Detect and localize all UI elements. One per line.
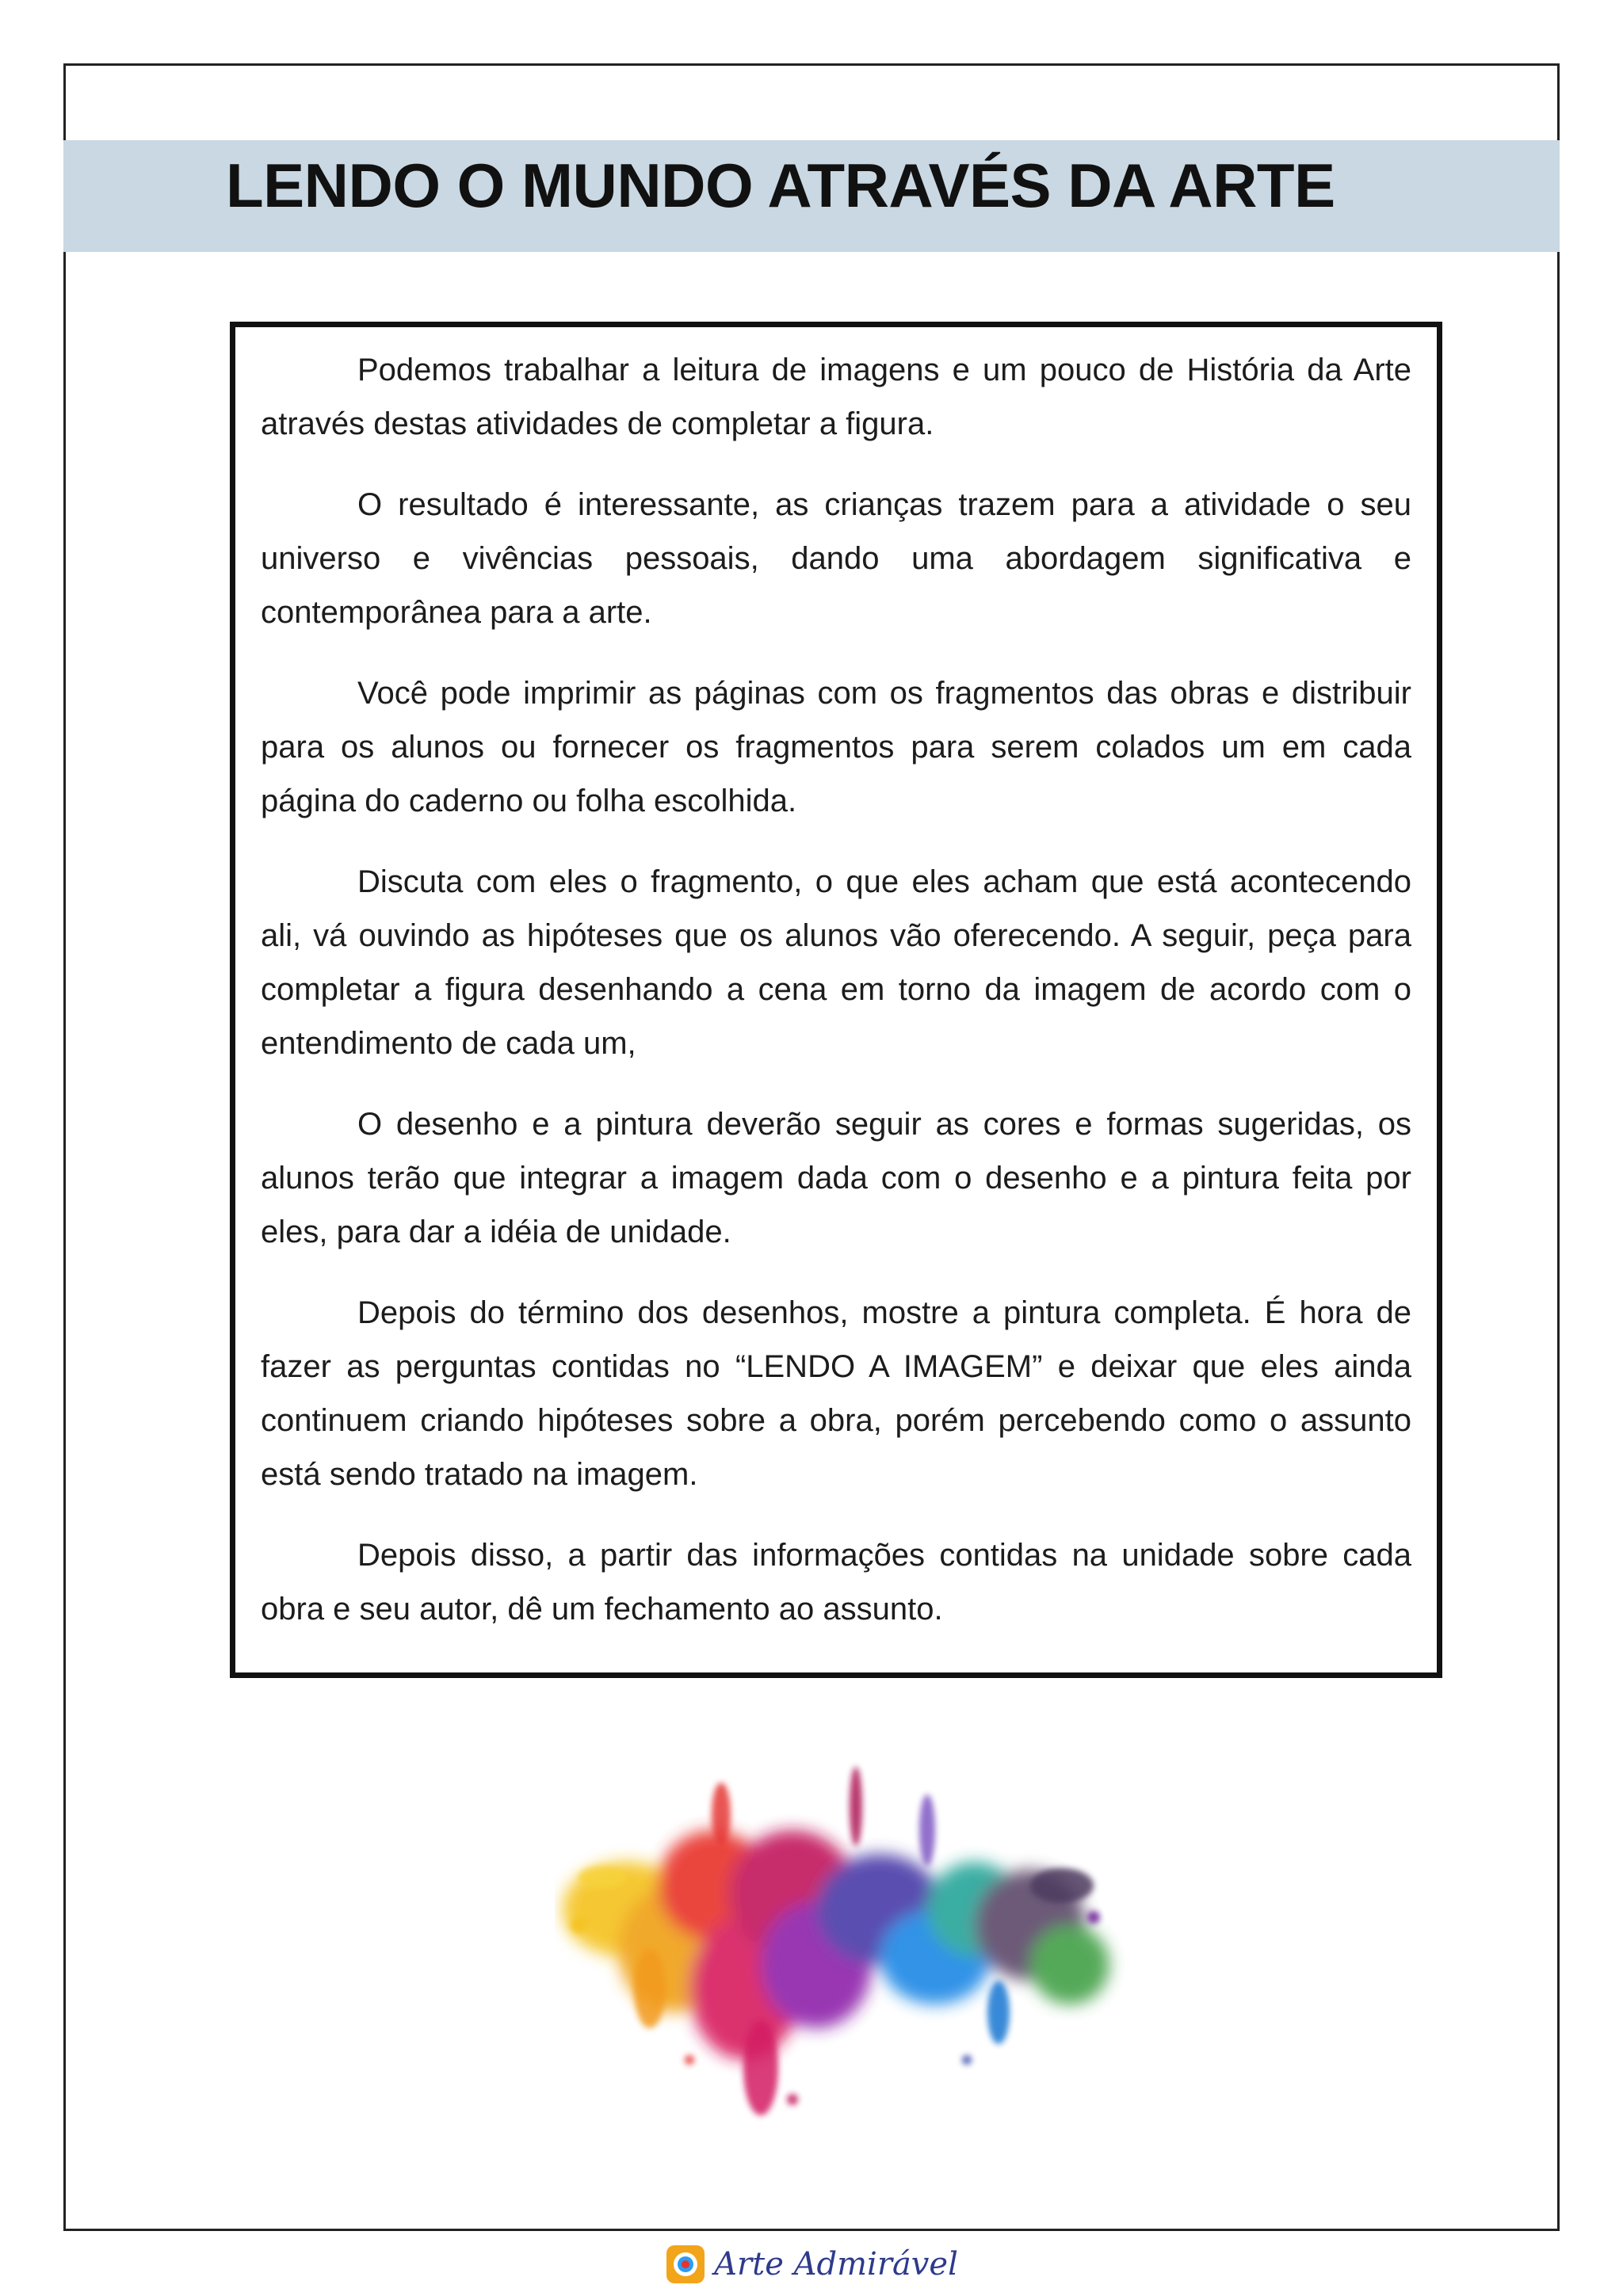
footer — [0, 2233, 1623, 2296]
paragraph-2: O resultado é interessante, as crianças trazem para a atividade o seu universo e vivências pessoais, dando uma abordagem significativa e contemporânea para a arte. — [261, 487, 1411, 630]
palette-icon — [665, 2244, 706, 2285]
paragraph-6: Depois do término dos desenhos, mostre a pintura completa. É hora de fazer as perguntas contidas no “LENDO A IMAGEM” e deixar que eles ainda continuem criando hipóteses sobre a obra, porém percebendo como o assunto está sendo tratado na imagem. — [261, 1295, 1411, 1492]
watercolor-splash-image — [555, 1727, 1125, 2171]
page-title: LENDO O MUNDO ATRAVÉS DA ARTE — [226, 151, 1335, 220]
instructions-box — [230, 322, 1442, 1678]
brand-name: Arte Admirável — [714, 2246, 958, 2283]
paragraph-5: O desenho e a pintura deverão seguir as cores e formas sugeridas, os alunos terão que integrar a imagem dada com o desenho e a pintura feita por eles, para dar a idéia de unidade. — [261, 1107, 1411, 1249]
paragraph-4: Discuta com eles o fragmento, o que eles acham que está acontecendo ali, vá ouvindo as hipóteses que os alunos vão oferecendo. A seguir, peça para completar a figura desenhando a cena em torno da imagem de acordo com o entendimento de cada um, — [261, 864, 1411, 1061]
paragraph-7: Depois disso, a partir das informações contidas na unidade sobre cada obra e seu autor, dê um fechamento ao assunto. — [261, 1538, 1411, 1627]
paragraph-1: Podemos trabalhar a leitura de imagens e um pouco de História da Arte através destas atividades de completar a figura. — [261, 353, 1411, 441]
paragraph-3: Você pode imprimir as páginas com os fragmentos das obras e distribuir para os alunos ou fornecer os fragmentos para serem colados um em cada página do caderno ou folha escolhida. — [261, 676, 1411, 818]
